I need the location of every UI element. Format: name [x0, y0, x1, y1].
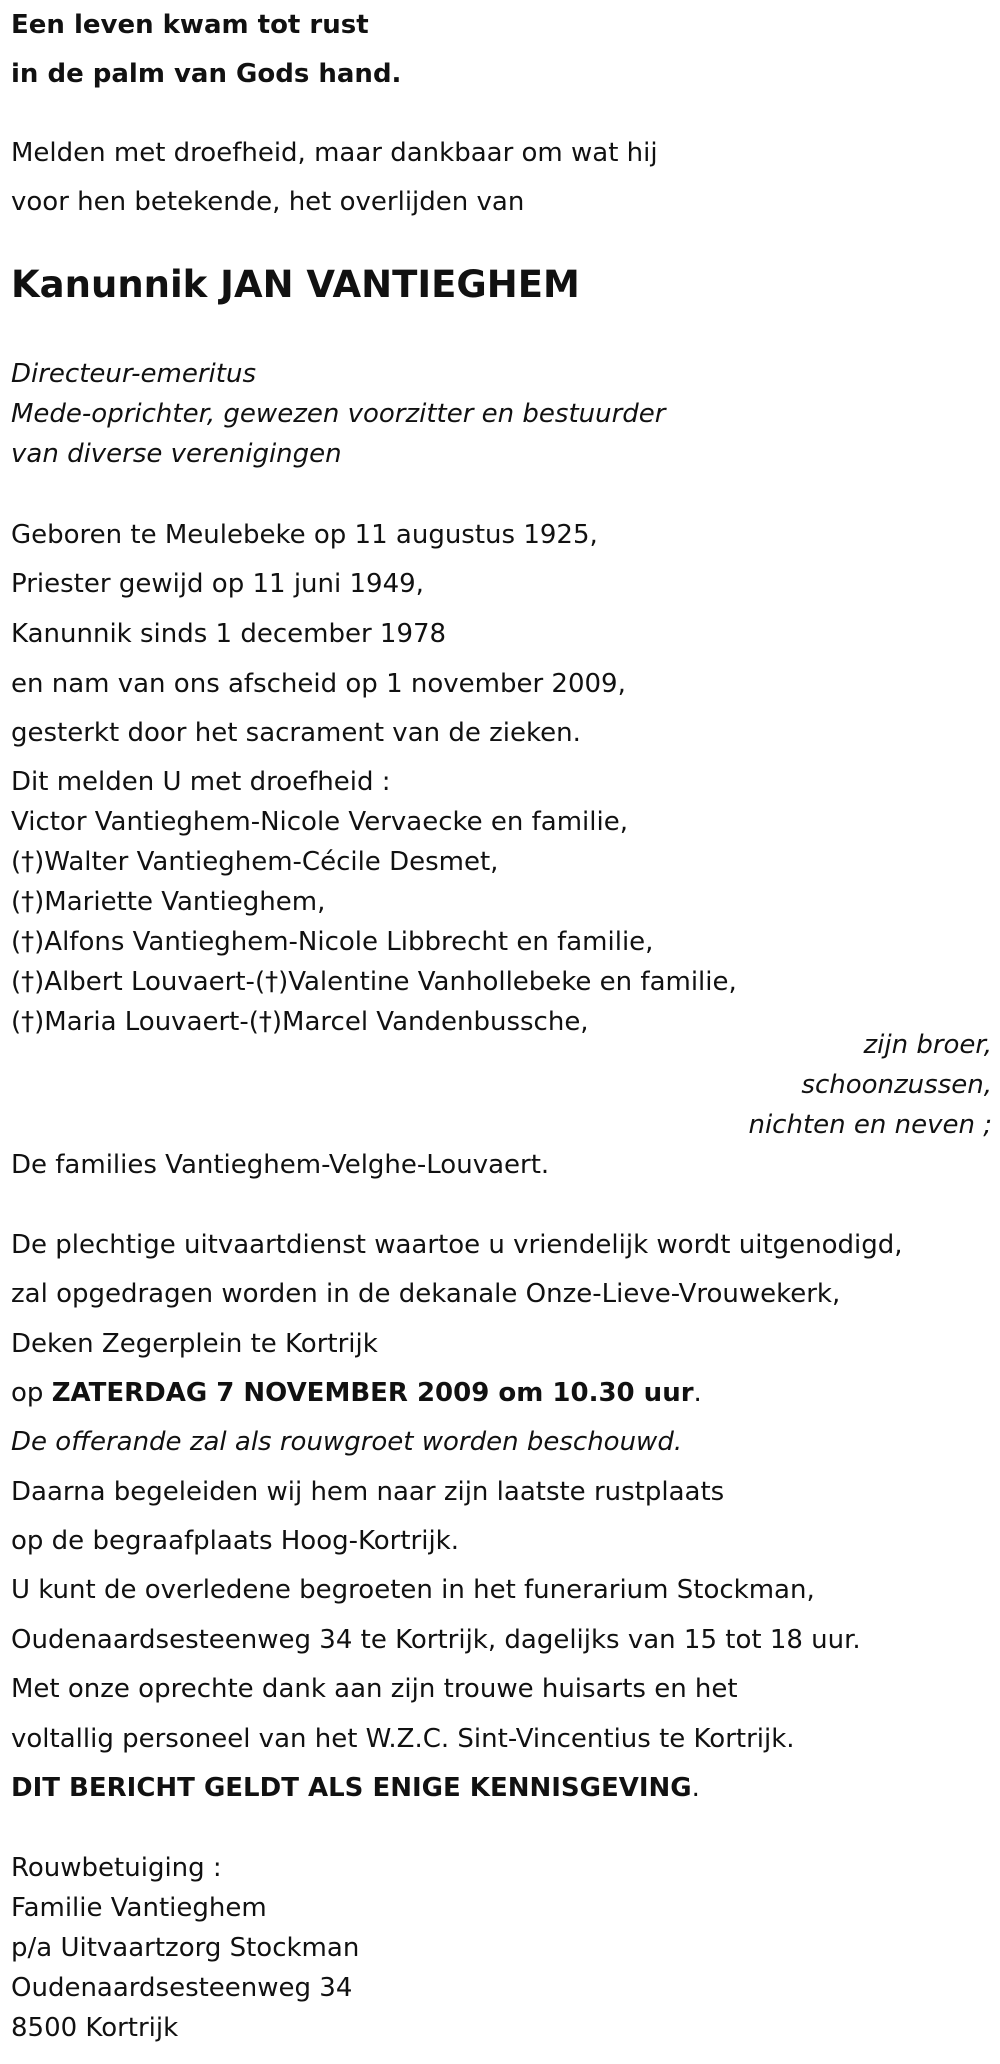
offering-line: De offerande zal als rouwgroet worden beschouwd. — [11, 1427, 683, 1457]
relation-line: zijn broer, — [863, 1030, 992, 1060]
service-line-3: Deken Zegerplein te Kortrijk — [11, 1329, 378, 1359]
mourner-line: (†)Maria Louvaert-(†)Marcel Vandenbussche, — [11, 1007, 589, 1037]
service-date-line — [11, 1376, 702, 1410]
service-date-suffix: . — [693, 1378, 702, 1408]
visit-line-2: Oudenaardsesteenweg 34 te Kortrijk, dagelijks van 15 tot 18 uur. — [11, 1625, 861, 1655]
notice-suffix: . — [691, 1773, 700, 1803]
notice-text: DIT BERICHT GELDT ALS ENIGE KENNISGEVING — [11, 1773, 692, 1803]
service-line-1: De plechtige uitvaartdienst waartoe u vriendelijk wordt uitgenodigd, — [11, 1230, 903, 1260]
life-line: en nam van ons afscheid op 1 november 2009, — [11, 669, 626, 699]
life-line: gesterkt door het sacrament van de zieken. — [11, 718, 581, 748]
burial-line-1: Daarna begeleiden wij hem naar zijn laatste rustplaats — [11, 1477, 725, 1507]
mourner-line: (†)Albert Louvaert-(†)Valentine Vanhollebeke en familie, — [11, 967, 737, 997]
title-line: Mede-oprichter, gewezen voorzitter en bestuurder — [11, 399, 666, 429]
condolence-address-line: 8500 Kortrijk — [11, 2013, 179, 2043]
header-line-1: Een leven kwam tot rust — [11, 10, 369, 40]
families-line: De families Vantieghem-Velghe-Louvaert. — [11, 1150, 550, 1180]
thanks-line-2: voltallig personeel van het W.Z.C. Sint-Vincentius te Kortrijk. — [11, 1724, 795, 1754]
mourner-line: Victor Vantieghem-Nicole Vervaecke en familie, — [11, 807, 628, 837]
relation-line: schoonzussen, — [801, 1070, 992, 1100]
condolence-address-line: Familie Vantieghem — [11, 1893, 267, 1923]
service-line-2: zal opgedragen worden in de dekanale Onze-Lieve-Vrouwekerk, — [11, 1279, 841, 1309]
condolence-address-line: p/a Uitvaartzorg Stockman — [11, 1933, 360, 1963]
mourner-line: (†)Mariette Vantieghem, — [11, 887, 326, 917]
service-date-prefix: op — [11, 1378, 52, 1408]
life-line: Kanunnik sinds 1 december 1978 — [11, 619, 447, 649]
mourner-line: (†)Alfons Vantieghem-Nicole Libbrecht en familie, — [11, 927, 654, 957]
header-line-2: in de palm van Gods hand. — [11, 59, 402, 89]
intro-line-1: Melden met droefheid, maar dankbaar om wat hij — [11, 138, 658, 168]
condolence-label: Rouwbetuiging : — [11, 1853, 222, 1883]
relation-line: nichten en neven ; — [748, 1110, 992, 1140]
mourners-intro: Dit melden U met droefheid : — [11, 767, 391, 797]
thanks-line-1: Met onze oprechte dank aan zijn trouwe huisarts en het — [11, 1674, 738, 1704]
title-line: Directeur-emeritus — [11, 359, 256, 389]
life-line: Priester gewijd op 11 juni 1949, — [11, 569, 424, 599]
intro-line-2: voor hen betekende, het overlijden van — [11, 187, 525, 217]
title-line: van diverse verenigingen — [11, 439, 342, 469]
mourner-line: (†)Walter Vantieghem-Cécile Desmet, — [11, 847, 499, 877]
notice-line — [11, 1771, 700, 1805]
service-date: ZATERDAG 7 NOVEMBER 2009 om 10.30 uur — [51, 1378, 694, 1408]
visit-line-1: U kunt de overledene begroeten in het funerarium Stockman, — [11, 1575, 815, 1605]
deceased-name: Kanunnik JAN VANTIEGHEM — [11, 263, 580, 306]
condolence-address-line: Oudenaardsesteenweg 34 — [11, 1973, 353, 2003]
burial-line-2: op de begraafplaats Hoog-Kortrijk. — [11, 1526, 460, 1556]
life-line: Geboren te Meulebeke op 11 augustus 1925, — [11, 520, 598, 550]
